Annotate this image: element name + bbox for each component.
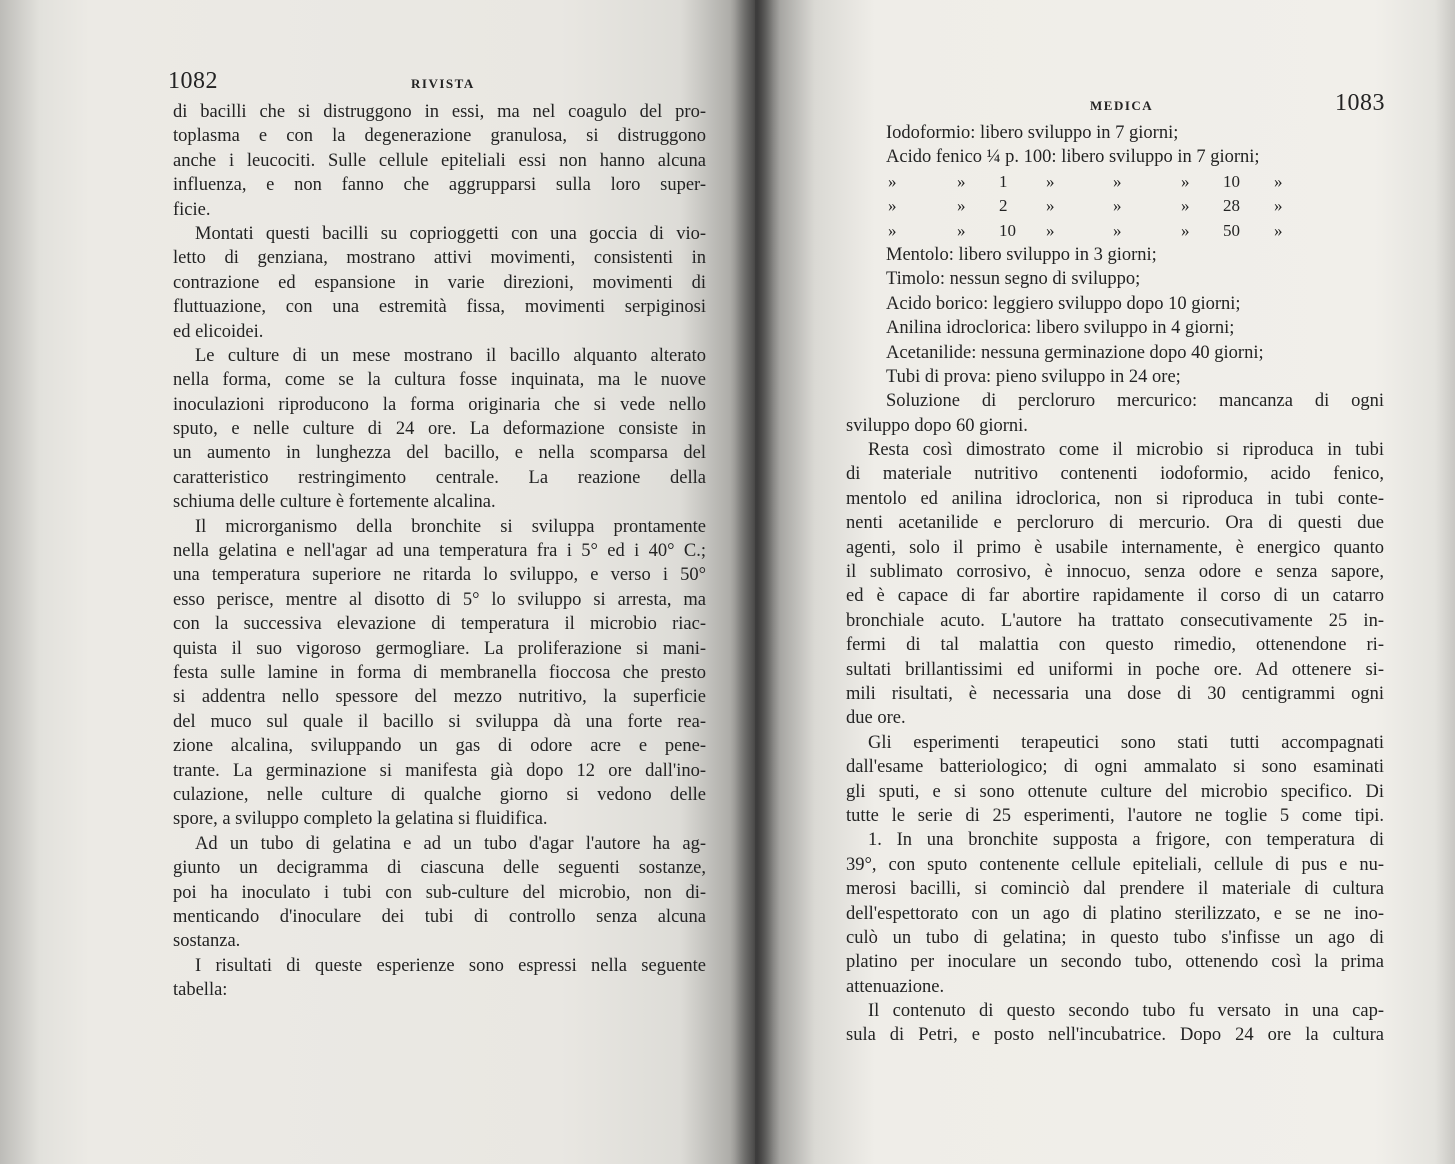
- text-line: ed elicoidei.: [173, 321, 264, 342]
- text-line: Gli esperimenti terapeutici sono stati tutti accompagnati: [868, 732, 1384, 753]
- text-line: dall'esame batteriologico; di ogni ammalato si sono esaminati: [846, 757, 1384, 778]
- text-line: merosi bacilli, si cominciò dal prendere il materiale di cultura: [846, 879, 1384, 900]
- text-line: poi ha inoculato i tubi con sub-culture del microbio, non di-: [173, 882, 706, 903]
- text-line: anche i leucociti. Sulle cellule epiteliali essi non hanno alcuna: [173, 150, 706, 171]
- ditto-cell: »: [1113, 171, 1122, 191]
- text-line: inoculazioni riproducono la forma originaria che si vede nello: [173, 394, 706, 415]
- text-line: fluttuazione, con una estremità fissa, movimenti serpiginosi: [173, 297, 706, 318]
- ditto-cell: »: [1274, 171, 1283, 191]
- text-line: contrazione ed espansione in varie direzioni, movimenti di: [173, 272, 706, 293]
- ditto-cell: »: [888, 171, 897, 191]
- text-line: ficie.: [173, 199, 211, 220]
- result-entry: Timolo: nessun segno di sviluppo;: [886, 269, 1141, 290]
- text-line: 39°, con sputo contenente cellule epiteliali, cellule di pus e nu-: [846, 854, 1384, 875]
- ditto-cell: »: [957, 220, 966, 240]
- result-entry: Acido borico: leggiero sviluppo dopo 10 giorni;: [886, 293, 1241, 314]
- text-line: un aumento in lunghezza del bacillo, e nella scomparsa del: [173, 443, 706, 464]
- text-line: festa sulle lamine in forma di membranella fioccosa che presto: [173, 662, 706, 683]
- result-entry: Iodoformio: libero sviluppo in 7 giorni;: [886, 123, 1179, 143]
- ditto-cell: »: [1274, 220, 1283, 240]
- ditto-row: [846, 194, 1384, 218]
- text-line: caratteristico restringimento centrale. La reazione della: [173, 467, 706, 488]
- text-line: Resta così dimostrato come il microbio si riproduca in tubi: [868, 440, 1384, 461]
- text-line: nella gelatina e nell'agar ad una temperatura fra i 5° ed i 40° C.;: [173, 541, 706, 562]
- ditto-cell: »: [1181, 171, 1190, 191]
- text-line: culazione, nelle culture di qualche giorno si vedono delle: [173, 784, 706, 805]
- ditto-cell: »: [957, 171, 966, 191]
- text-line: Le culture di un mese mostrano il bacillo alquanto alterato: [195, 345, 706, 366]
- result-entry: Mentolo: libero sviluppo in 3 giorni;: [886, 244, 1157, 265]
- text-line: di materiale nutritivo contenenti iodoformio, acido fenico,: [846, 464, 1384, 485]
- text-line: quista il suo vigoroso germogliare. La proliferazione si mani-: [173, 638, 706, 659]
- text-line: due ore.: [846, 708, 906, 729]
- result-entry: Acido fenico ¼ p. 100: libero sviluppo in 7 giorni;: [886, 147, 1260, 168]
- right-page-body: [846, 121, 1384, 1048]
- text-line: dell'espettorato con un ago di platino sterilizzato, e se ne ino-: [846, 903, 1384, 924]
- ditto-cell: »: [1113, 196, 1122, 216]
- text-line: una temperatura superiore ne ritarda lo sviluppo, e verso i 50°: [173, 565, 706, 586]
- text-line: gli sputi, e si sono ottenute culture del microbio specifico. Di: [846, 781, 1384, 802]
- text-line: sputo, e nelle culture di 24 ore. La deformazione consiste in: [173, 419, 706, 440]
- text-line: sostanza.: [173, 931, 241, 952]
- right-running-head: MEDICA: [1090, 98, 1154, 113]
- ditto-cell: 10: [999, 220, 1016, 240]
- text-line: influenza, e non fanno che aggrupparsi sulla loro super-: [173, 175, 706, 196]
- right-page-number: 1083: [1335, 90, 1385, 116]
- result-entry: Acetanilide: nessuna germinazione dopo 40 giorni;: [886, 342, 1264, 363]
- text-line: di bacilli che si distruggono in essi, ma nel coagulo del pro-: [173, 102, 706, 122]
- text-line: giunto un decigramma di ciascuna delle seguenti sostanze,: [173, 858, 706, 879]
- ditto-cell: 10: [1223, 171, 1240, 191]
- left-page-number: 1082: [168, 68, 218, 94]
- ditto-cell: »: [888, 196, 897, 216]
- result-entry: Tubi di prova: pieno sviluppo in 24 ore;: [886, 366, 1181, 387]
- ditto-cell: 2: [999, 196, 1008, 216]
- ditto-cell: 50: [1223, 220, 1240, 240]
- ditto-cell: »: [1113, 220, 1122, 240]
- text-line: Montati questi bacilli su coprioggetti con una goccia di vio-: [195, 223, 706, 244]
- ditto-cell: »: [957, 196, 966, 216]
- text-line: platino per inoculare un secondo tubo, ottenendo così la prima: [846, 952, 1384, 973]
- text-line: con la successiva elevazione di temperatura il microbio riac-: [173, 614, 706, 635]
- text-line: zione alcalina, sviluppando un gas di odore acre e pene-: [173, 736, 706, 757]
- text-line: tutte le serie di 25 esperimenti, l'autore ne toglie 5 come tipi.: [846, 805, 1384, 826]
- ditto-cell: 28: [1223, 196, 1240, 216]
- text-line: ed è capace di far abortire rapidamente il corso di un catarro: [846, 586, 1384, 607]
- ditto-cell: »: [1274, 196, 1283, 216]
- text-line: mili risultati, è necessaria una dose di 30 centigrammi ogni: [846, 683, 1384, 704]
- text-line: il sublimato corrosivo, è innocuo, senza odore e senza sapore,: [846, 562, 1384, 583]
- text-line: Il microrganismo della bronchite si sviluppa prontamente: [195, 516, 706, 537]
- text-line: I risultati di queste esperienze sono espressi nella seguente: [195, 955, 706, 976]
- result-entry: sviluppo dopo 60 giorni.: [846, 415, 1028, 436]
- text-line: 1. In una bronchite supposta a frigore, con temperatura di: [868, 830, 1384, 851]
- ditto-cell: »: [1046, 196, 1055, 216]
- text-line: spore, a sviluppo completo la gelatina si fluidifica.: [173, 809, 548, 830]
- book-gutter: [730, 0, 780, 1164]
- text-line: menticando d'inoculare dei tubi di controllo senza alcuna: [173, 906, 706, 927]
- text-line: Il contenuto di questo secondo tubo fu versato in una cap-: [868, 1001, 1384, 1022]
- text-line: trante. La germinazione si manifesta già dopo 12 ore dall'ino-: [173, 760, 706, 781]
- ditto-cell: »: [1046, 220, 1055, 240]
- text-line: fermi di tal malattia con questo rimedio, ottenendone ri-: [846, 635, 1384, 656]
- text-line: si addentra nello spessore del mezzo nutritivo, la superficie: [173, 687, 706, 708]
- left-running-head: RIVISTA: [411, 76, 475, 91]
- text-line: Ad un tubo di gelatina e ad un tubo d'agar l'autore ha ag-: [195, 833, 706, 854]
- text-line: nenti acetanilide e percloruro di mercurio. Ora di questi due: [846, 513, 1384, 534]
- left-page-body: [173, 100, 706, 1002]
- text-line: letto di genziana, mostrano attivi movimenti, consistenti in: [173, 248, 706, 269]
- text-line: sula di Petri, e posto nell'incubatrice. Dopo 24 ore la cultura: [846, 1025, 1384, 1046]
- text-line: sultati brillantissimi ed uniformi in poche ore. Ad ottenere si-: [846, 659, 1384, 680]
- text-line: attenuazione.: [846, 976, 945, 997]
- ditto-row: [846, 170, 1384, 194]
- text-line: schiuma delle culture è fortemente alcalina.: [173, 492, 496, 513]
- ditto-cell: 1: [999, 171, 1008, 191]
- ditto-cell: »: [1046, 171, 1055, 191]
- ditto-cell: »: [888, 220, 897, 240]
- text-line: tabella:: [173, 980, 228, 1001]
- text-line: toplasma e con la degenerazione granulosa, si distruggono: [173, 126, 706, 147]
- text-line: del muco sul quale il bacillo si sviluppa dà una forte rea-: [173, 711, 706, 732]
- ditto-row: [846, 219, 1384, 243]
- text-line: mentolo ed anilina idroclorica, non si riproduca in tubi conte-: [846, 488, 1384, 509]
- text-line: culò un tubo di gelatina; in questo tubo s'infisse un ago di: [846, 927, 1384, 948]
- result-entry: Soluzione di percloruro mercurico: mancanza di ogni: [886, 391, 1384, 412]
- text-line: bronchiale acuto. L'autore ha trattato consecutivamente 25 in-: [846, 610, 1384, 631]
- ditto-cell: »: [1181, 196, 1190, 216]
- result-entry: Anilina idroclorica: libero sviluppo in 4 giorni;: [886, 318, 1235, 339]
- text-line: esso perisce, mentre al disotto di 5° lo sviluppo si arresta, ma: [173, 589, 706, 610]
- text-line: nella forma, come se la cultura fosse inquinata, ma le nuove: [173, 370, 706, 391]
- ditto-cell: »: [1181, 220, 1190, 240]
- text-line: agenti, solo il primo è usabile internamente, è energico quanto: [846, 537, 1384, 558]
